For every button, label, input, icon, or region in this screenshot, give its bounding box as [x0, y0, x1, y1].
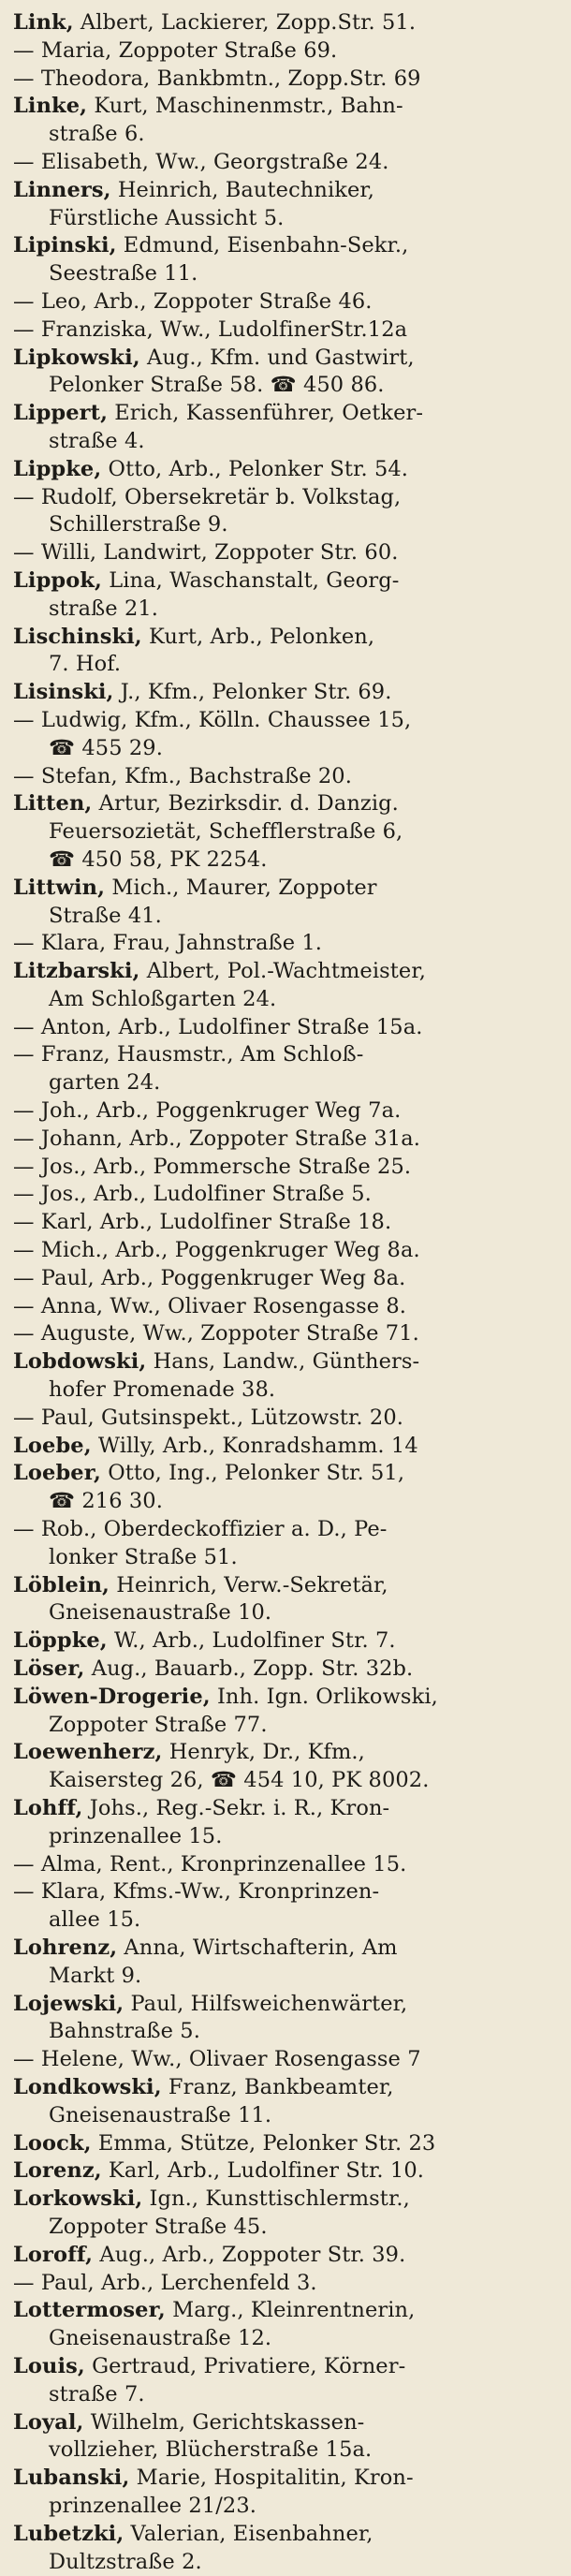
entry-continuation-line: [13, 372, 558, 400]
directory-entry: [13, 456, 558, 484]
entry-text: Ign., Kunsttischlermstr.,: [142, 2186, 410, 2212]
entry-text: — Stefan, Kfm., Bachstraße 20.: [13, 763, 352, 788]
entry-first-line: [13, 1209, 558, 1237]
entry-continuation-line: [13, 2436, 558, 2465]
entry-text: Gneisenaustraße 12.: [49, 2326, 272, 2351]
entry-text: Markt 9.: [49, 1963, 142, 1988]
entry-surname: Löwen-Drogerie,: [13, 1684, 211, 1709]
entry-continuation-line: [13, 2325, 558, 2353]
entry-surname: Loock,: [13, 2130, 92, 2156]
entry-first-line: [13, 1627, 558, 1656]
directory-entry: [13, 9, 558, 37]
entry-first-line: [13, 1405, 558, 1433]
directory-entry: [13, 37, 558, 66]
entry-text: Albert, Pol.-Wachtmeister,: [139, 959, 426, 984]
entry-text: — Jos., Arb., Pommersche Straße 25.: [13, 1154, 412, 1179]
directory-entry: [13, 1878, 558, 1935]
entry-continuation-line: [13, 2018, 558, 2046]
directory-entry: [13, 2297, 558, 2353]
entry-surname: Lorkowski,: [13, 2186, 143, 2212]
entry-text: Fürstliche Aussicht 5.: [49, 205, 285, 230]
directory-entry: [13, 1572, 558, 1628]
entry-first-line: [13, 1684, 558, 1712]
entry-surname: Linke,: [13, 94, 88, 119]
entry-first-line: [13, 790, 558, 818]
entry-continuation-line: [13, 511, 558, 539]
entry-text: 7. Hof.: [49, 652, 122, 677]
directory-entry: [13, 930, 558, 958]
entry-text: Kurt, Arb., Pelonken,: [141, 624, 375, 649]
entry-text: — Ludwig, Kfm., Kölln. Chaussee 15,: [13, 707, 412, 732]
directory-entry: [13, 1991, 558, 2047]
directory-entry: [13, 2186, 558, 2242]
entry-first-line: [13, 66, 558, 94]
entry-surname: Lobdowski,: [13, 1349, 147, 1375]
entry-text: prinzenallee 21/23.: [49, 2493, 256, 2518]
entry-text: Johs., Reg.-Sekr. i. R., Kron-: [82, 1796, 390, 1820]
entry-first-line: [13, 2130, 558, 2158]
entry-continuation-line: [13, 2381, 558, 2409]
entry-continuation-line: [13, 596, 558, 624]
entry-surname: Lorenz,: [13, 2158, 102, 2184]
entry-first-line: [13, 707, 558, 735]
entry-first-line: [13, 9, 558, 37]
entry-first-line: [13, 539, 558, 567]
entry-first-line: [13, 2465, 558, 2493]
entry-text: J., Kfm., Pelonker Str. 69.: [113, 680, 392, 705]
entry-text: ☎ 450 58, PK 2254.: [49, 846, 268, 872]
entry-surname: Lisinski,: [13, 680, 114, 705]
entry-continuation-line: [13, 1599, 558, 1627]
entry-first-line: [13, 1739, 558, 1767]
directory-entry: [13, 1460, 558, 1516]
entry-surname: Lipkowski,: [13, 345, 140, 370]
entry-first-line: [13, 1154, 558, 1182]
entry-first-line: [13, 484, 558, 512]
entry-continuation-line: [13, 651, 558, 679]
directory-entry: [13, 232, 558, 288]
entry-text: ☎ 455 29.: [49, 735, 163, 760]
entry-text: — Auguste, Ww., Zoppoter Straße 71.: [13, 1321, 419, 1347]
entry-continuation-line: [13, 846, 558, 875]
entry-first-line: [13, 2409, 558, 2437]
entry-text: Kaisersteg 26, ☎ 454 10, PK 8002.: [49, 1768, 430, 1793]
entry-text: — Paul, Arb., Lerchenfeld 3.: [13, 2270, 317, 2295]
entry-text: allee 15.: [49, 1907, 141, 1933]
entry-surname: Lipinski,: [13, 233, 117, 258]
directory-entry: [13, 1684, 558, 1740]
directory-entry: [13, 1656, 558, 1684]
entry-first-line: [13, 1181, 558, 1209]
directory-entry: [13, 1851, 558, 1879]
directory-entry: [13, 66, 558, 94]
entry-continuation-line: [13, 428, 558, 456]
entry-text: Marg., Kleinrentnerin,: [165, 2298, 416, 2323]
entry-continuation-line: [13, 2102, 558, 2130]
directory-entry: [13, 2465, 558, 2521]
entry-continuation-line: [13, 2214, 558, 2242]
entry-first-line: [13, 1348, 558, 1376]
entry-first-line: [13, 2521, 558, 2549]
entry-text: Marie, Hospitalitin, Kron-: [129, 2466, 414, 2491]
entry-continuation-line: [13, 986, 558, 1014]
entry-surname: Lischinski,: [13, 624, 142, 649]
entry-text: hofer Promenade 38.: [49, 1377, 276, 1403]
directory-entry: [13, 763, 558, 791]
entry-continuation-line: [13, 903, 558, 931]
entry-first-line: [13, 2297, 558, 2325]
entry-text: — Theodora, Bankbmtn., Zopp.Str. 69: [13, 66, 421, 91]
entry-surname: Lubanski,: [13, 2466, 130, 2491]
directory-entry: [13, 1795, 558, 1851]
entry-text: — Franziska, Ww., LudolfinerStr.12a: [13, 316, 408, 342]
entry-first-line: [13, 624, 558, 652]
entry-first-line: [13, 1851, 558, 1879]
entry-text: — Leo, Arb., Zoppoter Straße 46.: [13, 288, 373, 314]
entry-first-line: [13, 1991, 558, 2019]
entry-continuation-line: [13, 2549, 558, 2576]
entry-surname: Littwin,: [13, 875, 106, 900]
entry-first-line: [13, 1516, 558, 1544]
directory-entry: [13, 1627, 558, 1656]
entry-text: Anna, Wirtschafterin, Am: [117, 1935, 398, 1960]
directory-entry: [13, 1433, 558, 1461]
entry-first-line: [13, 1265, 558, 1293]
directory-entry: [13, 2046, 558, 2074]
directory-entry: [13, 1041, 558, 1097]
entry-first-line: [13, 37, 558, 66]
entry-continuation-line: [13, 1069, 558, 1097]
entry-text: Straße 41.: [49, 903, 162, 928]
entry-text: Kurt, Maschinenmstr., Bahn-: [87, 94, 403, 119]
directory-entry: [13, 958, 558, 1014]
directory-entry: [13, 1739, 558, 1795]
entry-text: Seestraße 11.: [49, 261, 198, 287]
entry-continuation-line: [13, 2493, 558, 2521]
entry-text: — Klara, Frau, Jahnstraße 1.: [13, 931, 323, 956]
directory-entry: [13, 1293, 558, 1321]
entry-text: — Franz, Hausmstr., Am Schloß-: [13, 1042, 364, 1067]
entry-first-line: [13, 875, 558, 903]
entry-text: Bahnstraße 5.: [49, 2019, 200, 2044]
entry-continuation-line: [13, 1963, 558, 1991]
directory-entry: [13, 1348, 558, 1405]
entry-first-line: [13, 1572, 558, 1600]
entry-surname: Link,: [13, 10, 74, 35]
entry-surname: Loroff,: [13, 2242, 94, 2267]
entry-surname: Litten,: [13, 791, 93, 817]
entry-text: Otto, Arb., Pelonker Str. 54.: [101, 456, 409, 481]
entry-text: Valerian, Eisenbahner,: [124, 2521, 373, 2546]
entry-text: vollzieher, Blücherstraße 15a.: [49, 2437, 373, 2463]
directory-entry: [13, 2270, 558, 2298]
entry-surname: Linners,: [13, 177, 111, 202]
entry-text: Franz, Bankbeamter,: [161, 2074, 394, 2099]
entry-surname: Loeber,: [13, 1461, 101, 1486]
directory-entry: [13, 288, 558, 316]
directory-entry: [13, 316, 558, 345]
entry-text: Emma, Stütze, Pelonker Str. 23: [91, 2130, 436, 2156]
entry-first-line: [13, 763, 558, 791]
entry-first-line: [13, 93, 558, 121]
entry-first-line: [13, 1878, 558, 1906]
entry-first-line: [13, 1041, 558, 1069]
entry-first-line: [13, 679, 558, 707]
entry-text: — Anna, Ww., Olivaer Rosengasse 8.: [13, 1293, 407, 1318]
entry-text: — Rudolf, Obersekretär b. Volkstag,: [13, 484, 402, 509]
entry-text: — Karl, Arb., Ludolfiner Straße 18.: [13, 1210, 392, 1235]
entry-continuation-line: [13, 1712, 558, 1740]
entry-text: Am Schloßgarten 24.: [49, 986, 277, 1011]
entry-text: garten 24.: [49, 1070, 161, 1096]
directory-entry: [13, 1935, 558, 1991]
entry-text: — Klara, Kfms.-Ww., Kronprinzen-: [13, 1879, 380, 1905]
entry-surname: Lippke,: [13, 456, 102, 481]
directory-entry: [13, 1126, 558, 1154]
entry-first-line: [13, 2242, 558, 2270]
entry-first-line: [13, 149, 558, 177]
entry-text: ☎ 216 30.: [49, 1489, 163, 1514]
entry-text: — Joh., Arb., Poggenkruger Weg 7a.: [13, 1098, 402, 1124]
directory-entry: [13, 177, 558, 233]
entry-first-line: [13, 2046, 558, 2074]
entry-text: — Jos., Arb., Ludolfiner Straße 5.: [13, 1182, 372, 1207]
entry-text: straße 6.: [49, 122, 145, 147]
directory-entry: [13, 345, 558, 401]
directory-entry: [13, 149, 558, 177]
directory-entry: [13, 2074, 558, 2130]
entry-text: Erich, Kassenführer, Oetker-: [108, 401, 424, 426]
entry-continuation-line: [13, 1488, 558, 1516]
directory-entry: [13, 679, 558, 707]
directory-entry: [13, 2409, 558, 2466]
entry-text: — Anton, Arb., Ludolfiner Straße 15a.: [13, 1014, 423, 1039]
entry-first-line: [13, 1014, 558, 1042]
entry-text: Pelonker Straße 58. ☎ 450 86.: [49, 373, 385, 398]
entry-text: — Elisabeth, Ww., Georgstraße 24.: [13, 149, 389, 174]
entry-surname: Lippok,: [13, 567, 102, 593]
entry-surname: Lohff,: [13, 1796, 83, 1820]
directory-entry: [13, 1265, 558, 1293]
entry-text: Henryk, Dr., Kfm.,: [162, 1740, 365, 1765]
entry-continuation-line: [13, 1906, 558, 1935]
directory-entry: [13, 1237, 558, 1265]
entry-surname: Lippert,: [13, 401, 109, 426]
entry-surname: Löser,: [13, 1656, 85, 1682]
entry-first-line: [13, 958, 558, 986]
entry-first-line: [13, 345, 558, 373]
directory-entry: [13, 790, 558, 874]
entry-first-line: [13, 1433, 558, 1461]
entry-text: Feuersozietät, Schefflerstraße 6,: [49, 819, 403, 845]
directory-entry: [13, 567, 558, 624]
entry-text: — Willi, Landwirt, Zoppoter Str. 60.: [13, 540, 399, 566]
entry-first-line: [13, 456, 558, 484]
entry-first-line: [13, 2186, 558, 2214]
entry-first-line: [13, 2353, 558, 2381]
directory-entry: [13, 93, 558, 149]
entry-text: — Alma, Rent., Kronprinzenallee 15.: [13, 1851, 407, 1877]
entry-text: — Paul, Gutsinspekt., Lützowstr. 20.: [13, 1405, 404, 1430]
entry-text: Heinrich, Bautechniker,: [110, 177, 375, 202]
entry-text: Mich., Maurer, Zoppoter: [105, 875, 377, 900]
entry-surname: Löppke,: [13, 1628, 108, 1654]
directory-entry: [13, 1209, 558, 1237]
entry-text: Gertraud, Privatiere, Körner-: [84, 2353, 406, 2378]
entry-surname: Lottermoser,: [13, 2298, 166, 2323]
entry-text: Aug., Bauarb., Zopp. Str. 32b.: [84, 1656, 414, 1682]
entry-first-line: [13, 232, 558, 260]
entry-text: W., Arb., Ludolfiner Str. 7.: [107, 1628, 396, 1654]
entry-text: Edmund, Eisenbahn-Sekr.,: [116, 233, 409, 258]
directory-entry: [13, 875, 558, 931]
entry-text: Karl, Arb., Ludolfiner Str. 10.: [101, 2158, 425, 2184]
entry-text: Wilhelm, Gerichtskassen-: [83, 2409, 365, 2435]
directory-entry: [13, 2353, 558, 2409]
entry-first-line: [13, 1656, 558, 1684]
directory-entry: [13, 400, 558, 456]
entry-first-line: [13, 2157, 558, 2186]
entry-text: Zoppoter Straße 77.: [49, 1712, 268, 1737]
directory-entry: [13, 707, 558, 763]
entry-first-line: [13, 1795, 558, 1823]
entry-surname: Lojewski,: [13, 1991, 124, 2016]
entry-text: Dultzstraße 2.: [49, 2549, 202, 2574]
entry-text: Willy, Arb., Konradshamm. 14: [91, 1433, 418, 1458]
entry-continuation-line: [13, 1544, 558, 1572]
entry-text: Aug., Arb., Zoppoter Str. 39.: [93, 2242, 406, 2267]
directory-entry: [13, 2242, 558, 2270]
entry-surname: Louis,: [13, 2353, 85, 2378]
entry-continuation-line: [13, 818, 558, 846]
entry-text: lonker Straße 51.: [49, 1544, 238, 1569]
entry-continuation-line: [13, 1767, 558, 1795]
directory-entry: [13, 2521, 558, 2576]
entry-first-line: [13, 1237, 558, 1265]
entry-surname: Londkowski,: [13, 2074, 162, 2099]
directory-entry: [13, 1181, 558, 1209]
entry-text: — Mich., Arb., Poggenkruger Weg 8a.: [13, 1238, 420, 1263]
entry-text: — Maria, Zoppoter Straße 69.: [13, 37, 338, 63]
entry-text: Albert, Lackierer, Zopp.Str. 51.: [73, 10, 417, 35]
entry-surname: Loewenherz,: [13, 1740, 163, 1765]
entry-text: Hans, Landw., Günthers-: [146, 1349, 420, 1375]
entry-first-line: [13, 1126, 558, 1154]
entry-continuation-line: [13, 205, 558, 233]
entry-text: Lina, Waschanstalt, Georg-: [101, 567, 400, 593]
entry-first-line: [13, 316, 558, 345]
directory-entry: [13, 624, 558, 680]
directory-entry: [13, 1014, 558, 1042]
entry-surname: Löblein,: [13, 1572, 110, 1597]
directory-entry: [13, 1320, 558, 1348]
entry-text: Schillerstraße 9.: [49, 512, 228, 537]
directory-entry: [13, 1154, 558, 1182]
directory-entry: [13, 2157, 558, 2186]
entry-text: — Paul, Arb., Poggenkruger Weg 8a.: [13, 1265, 406, 1290]
directory-entry: [13, 1405, 558, 1433]
entry-first-line: [13, 288, 558, 316]
entry-continuation-line: [13, 260, 558, 288]
entry-first-line: [13, 1460, 558, 1488]
entry-first-line: [13, 1293, 558, 1321]
entry-surname: Loyal,: [13, 2409, 84, 2435]
entry-text: Heinrich, Verw.-Sekretär,: [109, 1572, 388, 1597]
entry-surname: Loebe,: [13, 1433, 92, 1458]
entry-continuation-line: [13, 1823, 558, 1851]
entry-surname: Lubetzki,: [13, 2521, 124, 2546]
entry-first-line: [13, 2074, 558, 2102]
entry-first-line: [13, 400, 558, 428]
directory-entry: [13, 1097, 558, 1126]
entry-continuation-line: [13, 735, 558, 763]
entry-text: — Johann, Arb., Zoppoter Straße 31a.: [13, 1126, 420, 1151]
entry-first-line: [13, 930, 558, 958]
entry-surname: Lohrenz,: [13, 1935, 118, 1960]
directory-entry: [13, 484, 558, 540]
entry-first-line: [13, 2270, 558, 2298]
entry-first-line: [13, 1320, 558, 1348]
entry-text: prinzenallee 15.: [49, 1823, 223, 1848]
entry-first-line: [13, 1097, 558, 1126]
entry-text: straße 7.: [49, 2381, 145, 2407]
entry-first-line: [13, 177, 558, 205]
entry-text: Gneisenaustraße 10.: [49, 1600, 272, 1626]
directory-entry: [13, 2130, 558, 2158]
directory-entry: [13, 539, 558, 567]
entry-continuation-line: [13, 121, 558, 149]
entry-text: Otto, Ing., Pelonker Str. 51,: [100, 1461, 405, 1486]
entry-text: straße 21.: [49, 596, 159, 621]
entry-text: Inh. Ign. Orlikowski,: [210, 1684, 438, 1709]
entry-text: Zoppoter Straße 45.: [49, 2214, 268, 2239]
entry-text: — Rob., Oberdeckoffizier a. D., Pe-: [13, 1517, 388, 1542]
directory-entry: [13, 1516, 558, 1572]
entry-text: Aug., Kfm. und Gastwirt,: [139, 345, 415, 370]
entry-text: — Helene, Ww., Olivaer Rosengasse 7: [13, 2047, 421, 2072]
entry-continuation-line: [13, 1376, 558, 1405]
entry-text: Artur, Bezirksdir. d. Danzig.: [92, 791, 399, 817]
entry-text: straße 4.: [49, 428, 145, 453]
entry-text: Paul, Hilfsweichenwärter,: [124, 1991, 408, 2016]
entry-text: Gneisenaustraße 11.: [49, 2102, 272, 2127]
entry-first-line: [13, 567, 558, 596]
entry-surname: Litzbarski,: [13, 959, 140, 984]
entry-first-line: [13, 1935, 558, 1963]
